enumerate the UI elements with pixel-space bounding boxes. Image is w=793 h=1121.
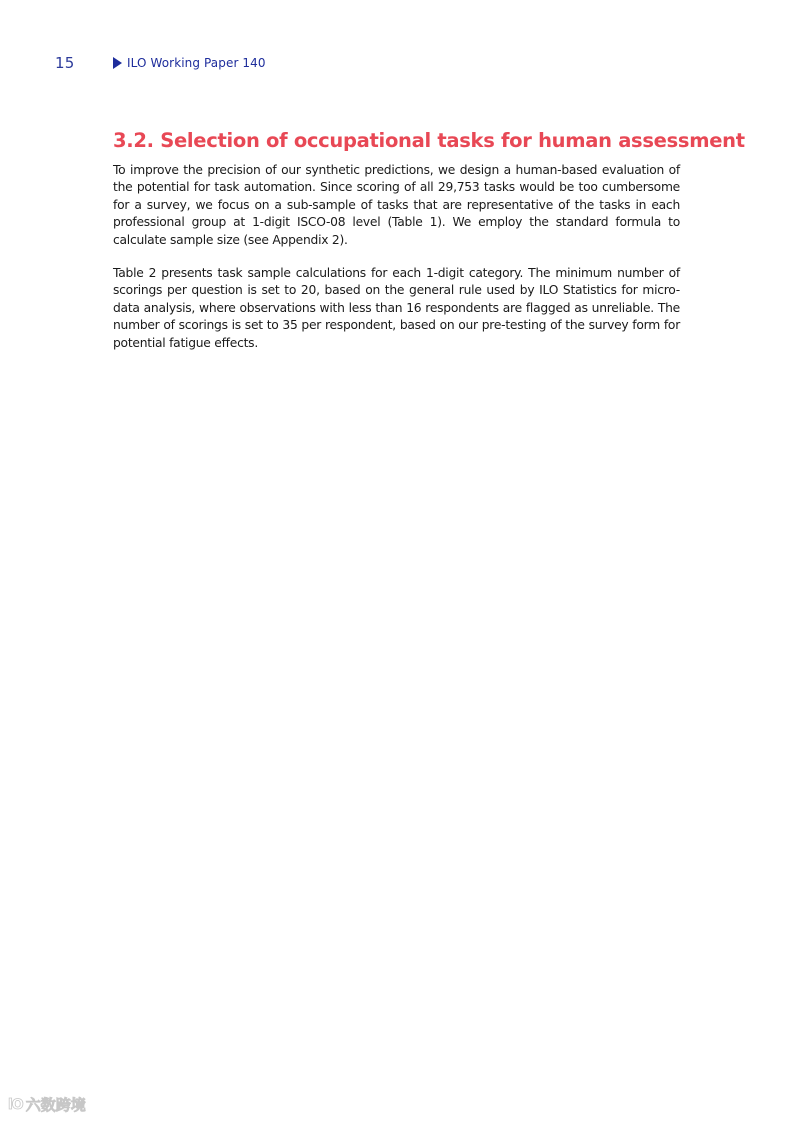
body-paragraph-1: To improve the precision of our synthetic predictions, we design a human-based evaluation of the potential for task automation. Since scoring of all 29,753 tasks would be too cumbersome for a survey, we focus on a sub-sample of tasks that are representative of the tasks in each professional group at 1-digit ISCO-08 level (Table 1). We employ the standard formula to calculate sample size (see Appendix 2). bbox=[113, 163, 680, 247]
body-paragraph-2: Table 2 presents task sample calculations for each 1-digit category. The minimum number of scorings per question is set to 20, based on the general rule used by ILO Statistics for micro-data analysis, where observations with less than 16 respondents are flagged as unreliable. The number of scorings is set to 35 per respondent, based on our pre-testing of the survey form for potential fatigue effects. bbox=[113, 266, 680, 350]
watermark-text: 六数跨境 bbox=[25, 1096, 86, 1114]
section-title: 3.2. Selection of occupational tasks for human assessment bbox=[113, 129, 745, 152]
watermark-logo: lO bbox=[8, 1096, 23, 1113]
watermark bbox=[8, 1094, 86, 1115]
triangle-right-icon bbox=[113, 57, 122, 69]
running-title: ILO Working Paper 140 bbox=[127, 56, 266, 70]
running-header bbox=[113, 56, 266, 70]
page-number: 15 bbox=[55, 54, 75, 72]
